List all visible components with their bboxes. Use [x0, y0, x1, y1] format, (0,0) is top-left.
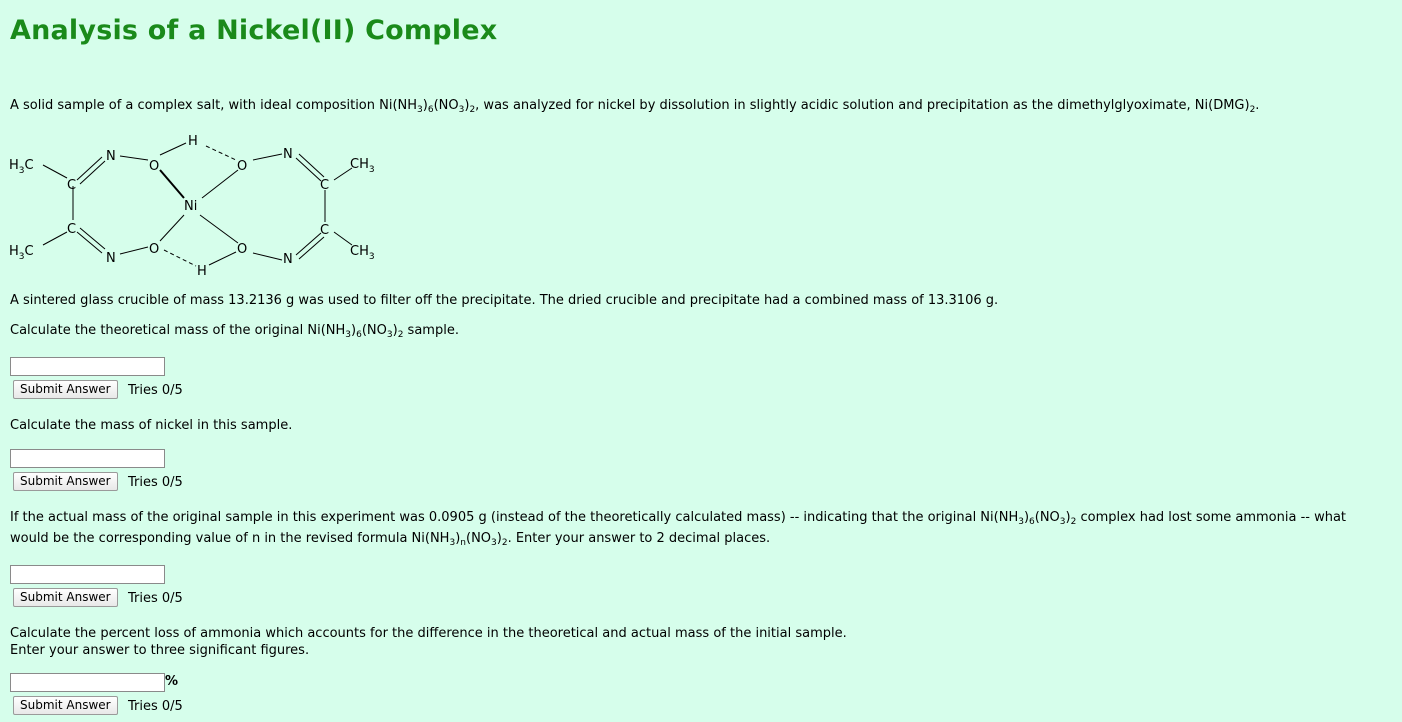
atom-label: O: [237, 159, 248, 174]
submit-answer-1-button[interactable]: Submit Answer: [13, 380, 118, 399]
answer-2-input[interactable]: [10, 449, 165, 468]
question-3-text: If the actual mass of the original sample in this experiment was 0.0905 g (instead of the theoretically calculated mass) -- indicating that the original $Ni(NH_3)_6(NO_3)_2$ complex had lost some ammonia -- what: [10, 510, 1347, 527]
atom-label: N: [283, 252, 293, 267]
methyl-label: $CH_3$: [350, 244, 375, 262]
atom-label: C: [67, 222, 77, 237]
submit-answer-2-button[interactable]: Submit Answer: [13, 472, 118, 491]
atom-label: N: [106, 251, 116, 266]
percent-unit-label: %: [165, 674, 179, 689]
submit-answer-4-button[interactable]: Submit Answer: [13, 696, 118, 715]
tries-counter-2: Tries 0/5: [128, 475, 183, 490]
tries-counter-1: Tries 0/5: [128, 383, 183, 398]
crucible-paragraph: A sintered glass crucible of mass 13.2136 g was used to filter off the precipitate. The dried crucible and precipitate had a combined mass of 13.3106 g.: [10, 293, 999, 308]
methyl-label: $CH_3$: [350, 157, 375, 175]
submit-answer-3-button[interactable]: Submit Answer: [13, 588, 118, 607]
atom-label: O: [237, 242, 248, 257]
answer-1-input[interactable]: [10, 357, 165, 376]
question-2-text: Calculate the mass of nickel in this sample.: [10, 418, 293, 433]
tries-counter-3: Tries 0/5: [128, 591, 183, 606]
nickel-atom-label: Ni: [184, 199, 198, 214]
atom-label: C: [320, 223, 330, 238]
answer-3-input[interactable]: [10, 565, 165, 584]
question-4-text-line-2: Enter your answer to three significant figures.: [10, 643, 310, 658]
methyl-label: $H_3C$: [9, 244, 34, 262]
atom-label: O: [149, 159, 160, 174]
tries-counter-4: Tries 0/5: [128, 699, 183, 714]
atom-label: H: [188, 134, 198, 149]
atom-label: O: [149, 242, 160, 257]
atom-label: C: [67, 178, 77, 193]
atom-label: N: [283, 147, 293, 162]
question-3-text-line-2: would be the corresponding value of n in the revised formula $Ni(NH_3)_n(NO_3)_2$. Enter your answer to 2 decimal places.: [10, 531, 771, 548]
ni-dmg-structure-diagram: [0, 128, 400, 283]
answer-4-input[interactable]: [10, 673, 165, 692]
intro-paragraph: A solid sample of a complex salt, with ideal composition $Ni(NH_3)_6(NO_3)_2$, was analyzed for nickel by dissolution in slightly acidic solution and precipitation as the dimethylglyoximate, $Ni(DMG)_2$.: [10, 98, 1260, 115]
atom-label: H: [197, 264, 207, 279]
page-title: Analysis of a Nickel(II) Complex: [10, 15, 498, 46]
question-1-text: Calculate the theoretical mass of the original $Ni(NH_3)_6(NO_3)_2$ sample.: [10, 323, 459, 340]
methyl-label: $H_3C$: [9, 158, 34, 176]
question-4-text: Calculate the percent loss of ammonia which accounts for the difference in the theoretical and actual mass of the initial sample.: [10, 626, 847, 641]
atom-label: N: [106, 149, 116, 164]
atom-label: C: [320, 178, 330, 193]
